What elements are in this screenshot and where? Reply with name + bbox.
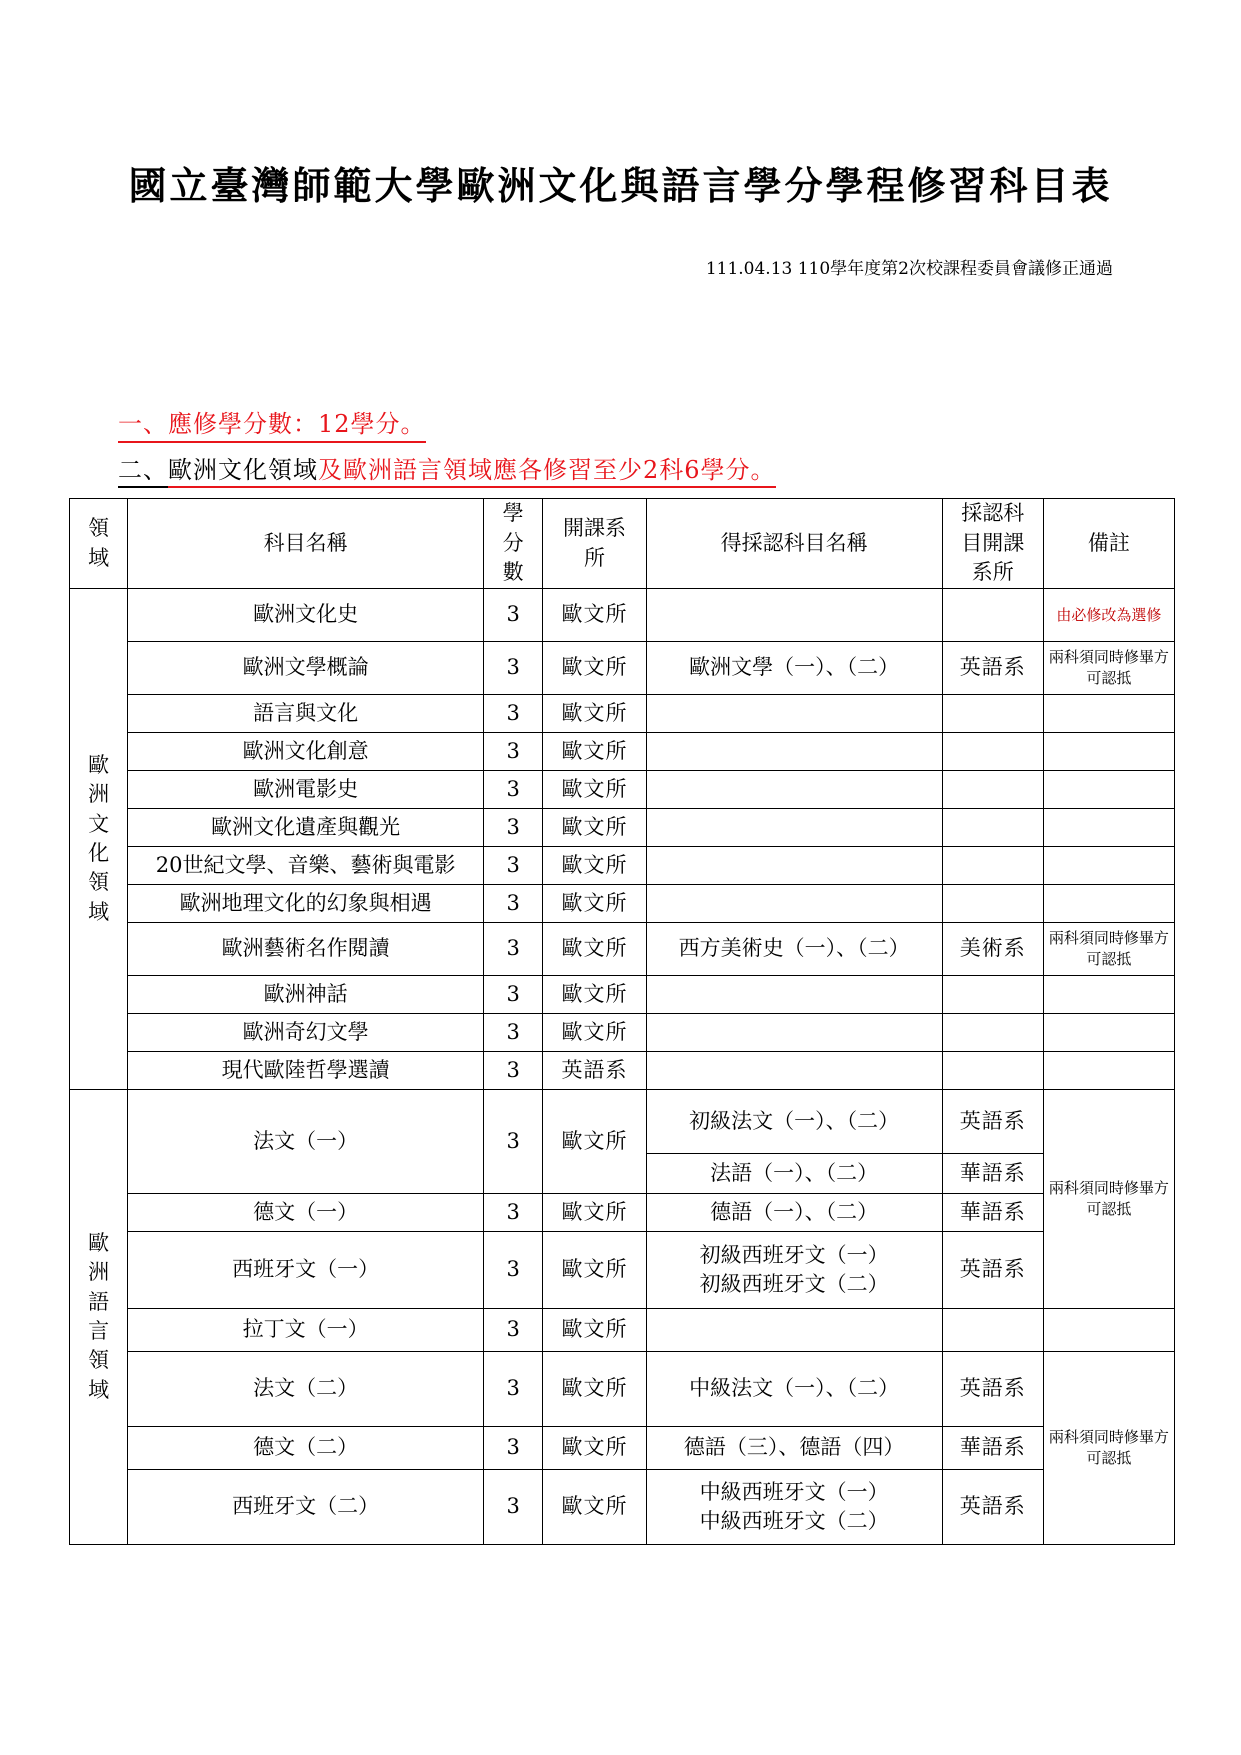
recognized-course xyxy=(646,1309,942,1352)
recognized-course: 初級西班牙文（一） 初級西班牙文（二） xyxy=(646,1232,942,1309)
header-row xyxy=(70,499,1175,589)
recognized-course: 中級西班牙文（一） 中級西班牙文（二） xyxy=(646,1470,942,1545)
table-row xyxy=(70,885,1175,923)
recognized-dept xyxy=(942,733,1043,771)
offering-dept: 歐文所 xyxy=(543,589,646,642)
header-credits: 學 分 數 xyxy=(483,499,542,589)
credits: 3 xyxy=(483,976,542,1014)
remark xyxy=(1043,847,1174,885)
remark xyxy=(1043,1309,1174,1352)
table-row xyxy=(70,1352,1175,1427)
course-name: 歐洲文學概論 xyxy=(128,642,484,695)
course-name: 歐洲文化遺產與觀光 xyxy=(128,809,484,847)
header-recognized-dept: 採認科 目開課 系所 xyxy=(942,499,1043,589)
domain-culture-label: 歐 洲 文 化 領 域 xyxy=(70,589,128,1090)
req2-end: 。 xyxy=(750,456,776,484)
table-row xyxy=(70,1470,1175,1545)
table-row xyxy=(70,1090,1175,1154)
credits: 3 xyxy=(483,885,542,923)
recognized-dept xyxy=(942,976,1043,1014)
course-name: 西班牙文（一） xyxy=(128,1232,484,1309)
table-row xyxy=(70,809,1175,847)
credits: 3 xyxy=(483,847,542,885)
remark xyxy=(1043,809,1174,847)
table-row xyxy=(70,642,1175,695)
recognized-course: 法語（一）、（二） xyxy=(646,1154,942,1194)
recognized-dept: 華語系 xyxy=(942,1194,1043,1232)
credits: 3 xyxy=(483,771,542,809)
table-row xyxy=(70,771,1175,809)
recognized-course: 中級法文（一）、（二） xyxy=(646,1352,942,1427)
table-row xyxy=(70,847,1175,885)
offering-dept: 歐文所 xyxy=(543,695,646,733)
credits: 3 xyxy=(483,1090,542,1194)
offering-dept: 英語系 xyxy=(543,1052,646,1090)
remark xyxy=(1043,976,1174,1014)
remark xyxy=(1043,771,1174,809)
page-title: 國立臺灣師範大學歐洲文化與語言學分學程修習科目表 xyxy=(128,164,1113,208)
table-row xyxy=(70,976,1175,1014)
offering-dept: 歐文所 xyxy=(543,771,646,809)
table-row xyxy=(70,1427,1175,1470)
recognized-dept xyxy=(942,1052,1043,1090)
course-name: 歐洲奇幻文學 xyxy=(128,1014,484,1052)
req2-black: 歐洲文化領域 xyxy=(168,456,318,484)
recognized-dept xyxy=(942,1309,1043,1352)
recognized-dept xyxy=(942,1014,1043,1052)
course-name: 德文（一） xyxy=(128,1194,484,1232)
recognized-dept: 華語系 xyxy=(942,1154,1043,1194)
course-name: 歐洲地理文化的幻象與相遇 xyxy=(128,885,484,923)
offering-dept: 歐文所 xyxy=(543,847,646,885)
recognized-dept xyxy=(942,695,1043,733)
offering-dept: 歐文所 xyxy=(543,1014,646,1052)
course-name: 法文（一） xyxy=(128,1090,484,1194)
recognized-course xyxy=(646,885,942,923)
course-name: 拉丁文（一） xyxy=(128,1309,484,1352)
course-name: 歐洲文化史 xyxy=(128,589,484,642)
credits: 3 xyxy=(483,923,542,976)
credits: 3 xyxy=(483,642,542,695)
recognized-course xyxy=(646,809,942,847)
course-name: 歐洲文化創意 xyxy=(128,733,484,771)
offering-dept: 歐文所 xyxy=(543,733,646,771)
offering-dept: 歐文所 xyxy=(543,885,646,923)
offering-dept: 歐文所 xyxy=(543,976,646,1014)
offering-dept: 歐文所 xyxy=(543,809,646,847)
credits: 3 xyxy=(483,1470,542,1545)
recognized-course xyxy=(646,847,942,885)
recognized-dept: 英語系 xyxy=(942,1470,1043,1545)
course-name: 法文（二） xyxy=(128,1352,484,1427)
recognized-dept: 美術系 xyxy=(942,923,1043,976)
offering-dept: 歐文所 xyxy=(543,1232,646,1309)
header-course: 科目名稱 xyxy=(128,499,484,589)
course-name: 語言與文化 xyxy=(128,695,484,733)
offering-dept: 歐文所 xyxy=(543,1090,646,1194)
course-name: 現代歐陸哲學選讀 xyxy=(128,1052,484,1090)
table-row xyxy=(70,1232,1175,1309)
requirement-domains xyxy=(118,450,776,485)
remark xyxy=(1043,733,1174,771)
req2-prefix: 二、 xyxy=(118,456,168,488)
course-name: 歐洲藝術名作閱讀 xyxy=(128,923,484,976)
header-remarks: 備註 xyxy=(1043,499,1174,589)
recognized-course xyxy=(646,589,942,642)
course-name: 西班牙文（二） xyxy=(128,1470,484,1545)
recognized-dept xyxy=(942,809,1043,847)
credits: 3 xyxy=(483,1194,542,1232)
credits: 3 xyxy=(483,1052,542,1090)
recognized-course: 歐洲文學（一）、（二） xyxy=(646,642,942,695)
offering-dept: 歐文所 xyxy=(543,1194,646,1232)
credits: 3 xyxy=(483,1232,542,1309)
recognized-dept: 英語系 xyxy=(942,1090,1043,1154)
remark: 由必修改為選修 xyxy=(1043,589,1174,642)
credits: 3 xyxy=(483,589,542,642)
recognized-dept xyxy=(942,589,1043,642)
recognized-course xyxy=(646,733,942,771)
domain-language-label: 歐 洲 語 言 領 域 xyxy=(70,1090,128,1545)
recognized-course xyxy=(646,1052,942,1090)
header-offering-dept: 開課系 所 xyxy=(543,499,646,589)
table-row xyxy=(70,695,1175,733)
table-row xyxy=(70,1014,1175,1052)
recognized-course xyxy=(646,976,942,1014)
credits: 3 xyxy=(483,1014,542,1052)
recognized-dept: 英語系 xyxy=(942,1232,1043,1309)
header-recognized-course: 得採認科目名稱 xyxy=(646,499,942,589)
credits: 3 xyxy=(483,1427,542,1470)
recognized-dept: 華語系 xyxy=(942,1427,1043,1470)
recognized-dept xyxy=(942,771,1043,809)
offering-dept: 歐文所 xyxy=(543,1309,646,1352)
recognized-course: 德語（一）、（二） xyxy=(646,1194,942,1232)
course-table xyxy=(69,498,1175,1545)
offering-dept: 歐文所 xyxy=(543,1470,646,1545)
offering-dept: 歐文所 xyxy=(543,642,646,695)
remark xyxy=(1043,695,1174,733)
req2-red: 及歐洲語言領域應各修習至少2科6學分 xyxy=(318,456,751,484)
credits: 3 xyxy=(483,1352,542,1427)
course-name: 20世紀文學、音樂、藝術與電影 xyxy=(128,847,484,885)
remark: 兩科須同時修畢方可認抵 xyxy=(1043,1352,1174,1545)
table-row xyxy=(70,923,1175,976)
credits: 3 xyxy=(483,1309,542,1352)
remark xyxy=(1043,1014,1174,1052)
course-name: 歐洲電影史 xyxy=(128,771,484,809)
recognized-course xyxy=(646,771,942,809)
remark xyxy=(1043,1052,1174,1090)
table-row xyxy=(70,589,1175,642)
offering-dept: 歐文所 xyxy=(543,1427,646,1470)
credits: 3 xyxy=(483,733,542,771)
course-name: 德文（二） xyxy=(128,1427,484,1470)
table-row xyxy=(70,1309,1175,1352)
requirement-credits: 一、應修學分數：12學分。 xyxy=(118,404,426,443)
remark: 兩科須同時修畢方可認抵 xyxy=(1043,923,1174,976)
recognized-course: 初級法文（一）、（二） xyxy=(646,1090,942,1154)
course-name: 歐洲神話 xyxy=(128,976,484,1014)
header-domain: 領 域 xyxy=(70,499,128,589)
recognized-dept: 英語系 xyxy=(942,1352,1043,1427)
remark: 兩科須同時修畢方可認抵 xyxy=(1043,1090,1174,1309)
recognized-course: 西方美術史（一）、（二） xyxy=(646,923,942,976)
recognized-course xyxy=(646,1014,942,1052)
credits: 3 xyxy=(483,809,542,847)
offering-dept: 歐文所 xyxy=(543,923,646,976)
table-row xyxy=(70,733,1175,771)
recognized-dept xyxy=(942,847,1043,885)
table-row xyxy=(70,1052,1175,1090)
recognized-dept: 英語系 xyxy=(942,642,1043,695)
offering-dept: 歐文所 xyxy=(543,1352,646,1427)
approval-note: 111.04.13 110學年度第2次校課程委員會議修正通過 xyxy=(705,259,1113,279)
recognized-course xyxy=(646,695,942,733)
remark: 兩科須同時修畢方可認抵 xyxy=(1043,642,1174,695)
remark xyxy=(1043,885,1174,923)
credits: 3 xyxy=(483,695,542,733)
table-row xyxy=(70,1194,1175,1232)
recognized-course: 德語（三）、德語（四） xyxy=(646,1427,942,1470)
recognized-dept xyxy=(942,885,1043,923)
